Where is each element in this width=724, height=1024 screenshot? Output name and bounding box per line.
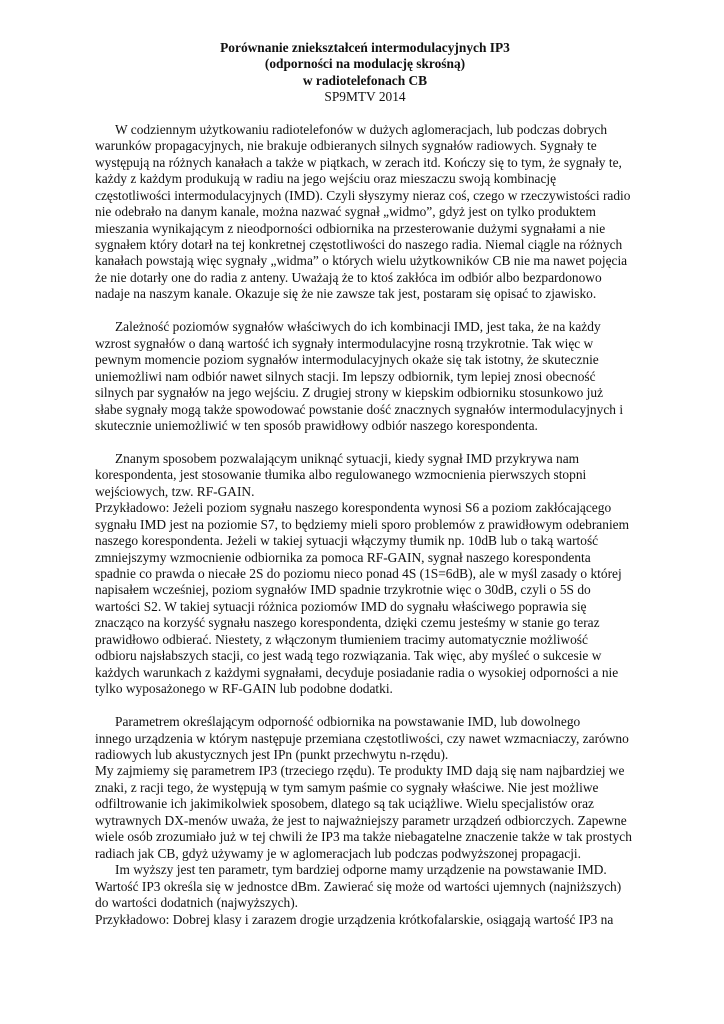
text-line: Przykładowo: Jeżeli poziom sygnału naszego korespondenta wynosi S6 a poziom zakłócającego	[95, 500, 612, 516]
text-line: zmniejszymy wzmocnienie odbiornika za pomoca RF-GAIN, sygnał naszego korespondenta	[95, 549, 591, 565]
text-line: Im wyższy jest ten parametr, tym bardziej odporne mamy urządzenie na powstawanie IMD.	[115, 862, 607, 878]
document-header	[95, 40, 635, 106]
text-line: prawidłowo odbierać. Niestety, z włączonym tłumieniem tracimy automatycznie możliwość	[95, 631, 588, 647]
document-title-line-3: w radiotelefonach CB	[302, 72, 428, 88]
paragraph-intro	[95, 122, 635, 303]
text-line: do wartości dodatnich (najwyższych).	[95, 895, 299, 911]
text-line: odbioru najsłabszych stacji, co jest wadą tego rozwiązania. Tak więc, aby myśleć o sukcesie w	[95, 648, 602, 664]
text-line: sygnałem który dotarł na tej konkretnej częstotliwości do naszego radia. Niemal ciągle na różnych	[95, 236, 623, 252]
text-line: skutecznie uniemożliwić w ten sposób prawidłowy odbiór naszego korespondenta.	[95, 417, 538, 433]
document-title-line-1: Porównanie zniekształceń intermodulacyjnych IP3	[220, 40, 510, 55]
document-author: SP9MTV 2014	[324, 89, 406, 105]
text-line: znaki, z racji tego, że występują w tym samym paśmie co sygnały właściwe. Nie jest możliwe	[95, 779, 599, 795]
text-line: występują na różnych kanałach a także w piątkach, w zerach itd. Kończy się to tym, że sygnały te,	[95, 154, 622, 170]
text-line: korespondenta, jest stosowanie tłumika albo regulowanego wzmocnienia pierwszych stopni	[95, 467, 587, 483]
text-line: że nie dotarły one do radia z anteny. Uważają że to ktoś zakłóca im odbiór albo bezpardonowo	[95, 269, 602, 285]
text-line: Parametrem określającym odporność odbiornika na powstawanie IMD, lub dowolnego	[115, 714, 581, 730]
text-line: My zajmiemy się parametrem IP3 (trzeciego rzędu). Te produkty IMD dają się nam najbardziej we	[95, 763, 625, 779]
text-line: naszego korespondenta. Jeżeli w takiej sytuacji włączymy tłumik np. 10dB lub o taką wartość	[95, 533, 599, 549]
text-line: warunków propagacyjnych, nie brakuje odbieranych silnych sygnałów radiowych. Sygnały te	[95, 138, 597, 154]
text-line: nadaje na naszym kanale. Okazuje się że nie zawsze tak jest, postaram się opisać to zjawisko.	[95, 286, 597, 302]
text-line: każdych warunkach z każdymi sygnałami, decyduje posiadanie radia o wysokiej odporności a nie	[95, 664, 619, 680]
text-line: W codziennym użytkowaniu radiotelefonów w dużych aglomeracjach, lub podczas dobrych	[115, 121, 608, 137]
text-line: wytrawnych DX-menów uważa, że jest to najważniejszy parametr urządzeń odbiorczych. Zapewne	[95, 812, 627, 828]
text-line: silnych par sygnałów na jego wejściu. Z drugiej strony w kiepskim odbiorniku stosunkowo już	[95, 385, 604, 401]
text-line: Przykładowo: Dobrej klasy i zarazem drogie urządzenia krótkofalarskie, osiągają wartość IP3 na	[95, 911, 614, 927]
text-line: częstotliwości intermodulacyjnych (IMD). Czyli słyszymy nieraz coś, czego w rzeczywistości radio	[95, 187, 631, 203]
text-line: każdy z każdym produkują w radiu na jego wejściu oraz mieszaczu swoją kombinację	[95, 171, 557, 187]
text-line: wartości S2. W takiej sytuacji różnica poziomów IMD do sygnału właściwego poprawia się	[95, 598, 587, 614]
text-line: napisałem wcześniej, poziom sygnałów IMD spadnie trzykrotnie więc o 30dB, czyli o 5S do	[95, 582, 591, 598]
text-line: nie odebrało na danym kanale, można nazwać sygnał „widmo”, gdyż jest on tylko produktem	[95, 204, 596, 220]
text-line: innego urządzenia w którym następuje przemiana częstotliwości, czy nawet wzmacniaczy, zarówno	[95, 730, 629, 746]
text-line: pewnym momencie poziom sygnałów intermodulacyjnych okaże się tak istotny, że skutecznie	[95, 352, 599, 368]
text-line: tylko wyposażonego w RF-GAIN lub podobne dodatki.	[95, 681, 393, 697]
paragraph-rf-gain	[95, 451, 635, 698]
text-line: sygnału IMD jest na poziomie S7, to będziemy mieli sporo problemów z prawidłowym odebraniem	[95, 516, 630, 532]
text-line: słabe sygnały mogą także spowodować powstanie dość znacznych sygnałów intermodulacyjnych i	[95, 401, 624, 417]
text-line: wiele osób zrozumiało już w tej chwili że IP3 ma także niebagatelne znaczenie także w tak prostych	[95, 829, 632, 845]
text-line: Zależność poziomów sygnałów właściwych do ich kombinacji IMD, jest taka, że na każdy	[115, 319, 601, 335]
text-line: wejściowych, tzw. RF-GAIN.	[95, 483, 255, 499]
text-line: radiach jak CB, gdyż używamy je w aglomeracjach lub podczas podwyższonej propagacji.	[95, 845, 581, 861]
text-line: Wartość IP3 określa się w jednostce dBm. Zawierać się może od wartości ujemnych (najniższych)	[95, 878, 622, 894]
text-line: kanałach powstają więc sygnały „widma” o których wielu użytkowników CB nie ma nawet pojęcia	[95, 253, 628, 269]
paragraph-imd-dependence	[95, 319, 635, 434]
text-line: uniemożliwi nam odbiór nawet silnych stacji. Im lepszy odbiornik, tym lepiej znosi obecność	[95, 368, 596, 384]
text-line: mieszania wynikającym z nieodporności odbiornika na przesterowanie dużymi sygnałami a nie	[95, 220, 606, 236]
text-line: radiowych lub akustycznych jest IPn (punkt przechwytu n-rzędu).	[95, 746, 449, 762]
text-line: odfiltrowanie ich jakimikolwiek sposobem, dlatego są tak uciążliwe. Wielu specjalistów oraz	[95, 796, 594, 812]
document-title-line-2: (odporności na modulację skrośną)	[264, 56, 466, 72]
text-line: znacząco na korzyść sygnału naszego korespondenta, dzięki czemu jesteśmy w stanie go teraz	[95, 615, 600, 631]
text-line: spadnie co prawda o niecałe 2S do poziomu nieco ponad 4S (1S=6dB), ale w myśl zasady o której	[95, 566, 622, 582]
paragraph-ip3-parameter	[95, 714, 635, 928]
text-line: wzrost sygnałów o daną wartość ich sygnały intermodulacyjne rosną trzykrotnie. Tak więc w	[95, 335, 594, 351]
text-line: Znanym sposobem pozwalającym uniknąć sytuacji, kiedy sygnał IMD przykrywa nam	[115, 450, 580, 466]
